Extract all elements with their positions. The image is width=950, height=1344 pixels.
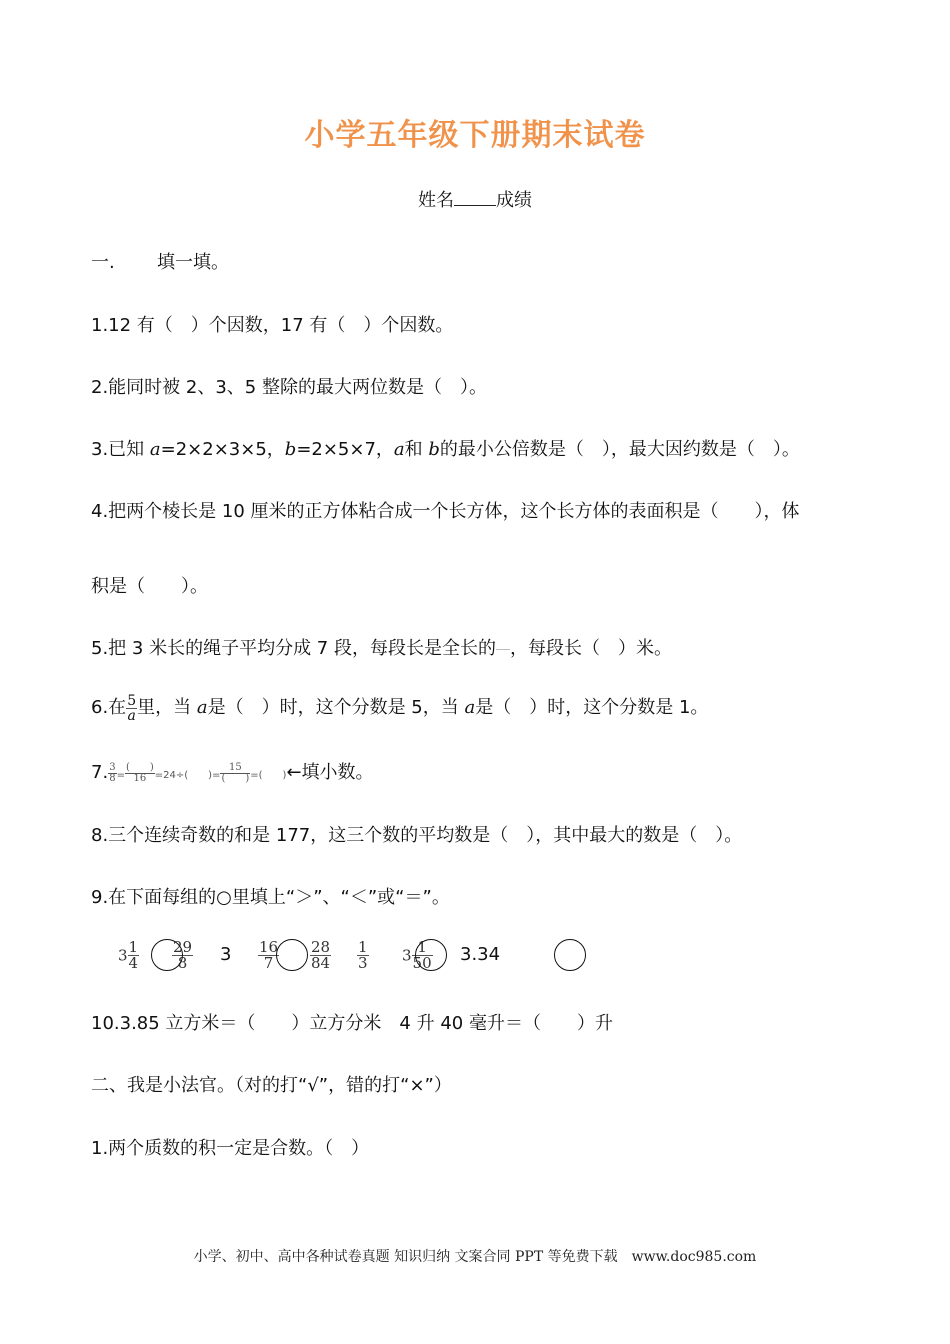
q6-mid1: 里，当 [137,697,197,718]
q9-m1-num: 1 [128,938,139,956]
q6-fraction [126,694,137,723]
q9-m2-whole: 3 [402,946,412,965]
q7-frac-3 [220,763,250,784]
question-3 [91,435,800,461]
q6-var-a2: a [464,697,476,718]
section-1-title: 填一填。 [157,252,229,273]
q3-var-b: b [284,439,297,460]
compare-circle-2[interactable] [276,939,308,971]
q3-var-a2: a [393,439,405,460]
q7-prefix: 7. [91,762,109,783]
section-1-number: 一. [91,252,115,273]
q6-frac-den: a [127,707,136,724]
question-1: 1.12 有（ ）个因数，17 有（ ）个因数。 [91,315,454,336]
q9-frac-3 [310,940,331,971]
question-7 [91,758,374,784]
q9-f1-den: 8 [177,954,188,972]
name-score-line [0,186,950,212]
q7-mid: =24÷( )= [154,770,221,781]
compare-circle-4[interactable] [554,939,586,971]
score-label: 成绩 [496,190,532,211]
compare-circle-1[interactable] [151,939,183,971]
question-4-line-1: 4.把两个棱长是 10 厘米的正方体粘合成一个长方体，这个长方体的表面积是（ ），体 [91,501,800,522]
judge-question-1: 1.两个质数的积一定是合数。（ ） [91,1138,370,1159]
question-4-line-2: 积是（ ）。 [91,576,208,597]
q7-eq1: = [116,770,125,781]
q7-f1-den: 8 [109,772,116,784]
q3-a-expr: =2×2×3×5， [160,439,285,460]
q9-m2-num: 1 [417,938,427,956]
q7-frac-1 [108,763,116,784]
question-2: 2.能同时被 2、3、5 整除的最大两位数是（ ）。 [91,377,487,398]
question-9: 9.在下面每组的○里填上“＞”、“＜”或“＝”。 [91,887,450,908]
question-6 [91,693,708,723]
q7-f3-den: ( ) [221,772,250,784]
q9-frac-4 [357,940,369,971]
q9-f2-num: 16 [259,938,279,956]
q7-f3-num: 15 [228,761,242,773]
q9-m1-whole: 3 [118,946,128,965]
q7-tail: =( ) [250,770,287,781]
question-5 [91,634,672,660]
q7-f2-num: ( ) [125,761,154,773]
q3-prefix: 3.已知 [91,439,150,460]
q9-f3-num: 28 [311,938,331,956]
q6-mid2: 是（ ）时，这个分数是 5，当 [207,697,465,718]
q9-three: 3 [220,944,232,965]
q9-f4-den: 3 [358,954,368,972]
q9-f4-num: 1 [358,938,368,956]
q9-f3-den: 84 [311,954,331,972]
compare-circle-3[interactable] [415,939,447,971]
q3-suffix: 的最小公倍数是（ ），最大因约数是（ ）。 [439,439,800,460]
q6-prefix: 6.在 [91,697,127,718]
q3-var-a: a [149,439,161,460]
section-1-heading [91,248,229,274]
q5-blank-fraction[interactable] [496,639,510,660]
q5-prefix: 5.把 3 米长的绳子平均分成 7 段，每段长是全长的 [91,638,496,659]
q3-b-expr: =2×5×7， [296,439,394,460]
q9-f2-den: 7 [263,954,274,972]
q7-f1-num: 3 [109,761,116,773]
q9-decimal: 3.34 [460,944,501,965]
name-label: 姓名 [418,190,454,211]
q9-mixed-1 [118,940,139,971]
q3-var-b2: b [428,439,440,460]
exam-title: 小学五年级下册期末试卷 [304,118,646,153]
q6-var-a1: a [196,697,208,718]
section-2-heading: 二、我是小法官。（对的打“√”，错的打“×”） [91,1075,452,1096]
question-8: 8.三个连续奇数的和是 177，这三个数的平均数是（ ），其中最大的数是（ ）。 [91,825,743,846]
q7-suffix: ←填小数。 [286,762,374,783]
footer-text: 小学、初中、高中各种试卷真题 知识归纳 文案合同 PPT 等免费下载 www.doc985.com [193,1249,757,1265]
q6-suffix: 是（ ）时，这个分数是 1。 [475,697,709,718]
q6-frac-num: 5 [127,692,137,709]
q5-suffix: ，每段长（ ）米。 [509,638,672,659]
q3-and: 和 [404,439,429,460]
q7-frac-2 [125,763,155,784]
q9-m1-frac [128,940,140,971]
question-10: 10.3.85 立方米＝（ ）立方分米 4 升 40 毫升＝（ ）升 [91,1013,613,1034]
q9-f1-num: 29 [173,938,193,956]
q7-f2-den: 16 [133,772,147,784]
name-blank[interactable] [454,191,496,206]
q9-m1-den: 4 [128,954,139,972]
q9-m2-den: 50 [412,954,432,972]
